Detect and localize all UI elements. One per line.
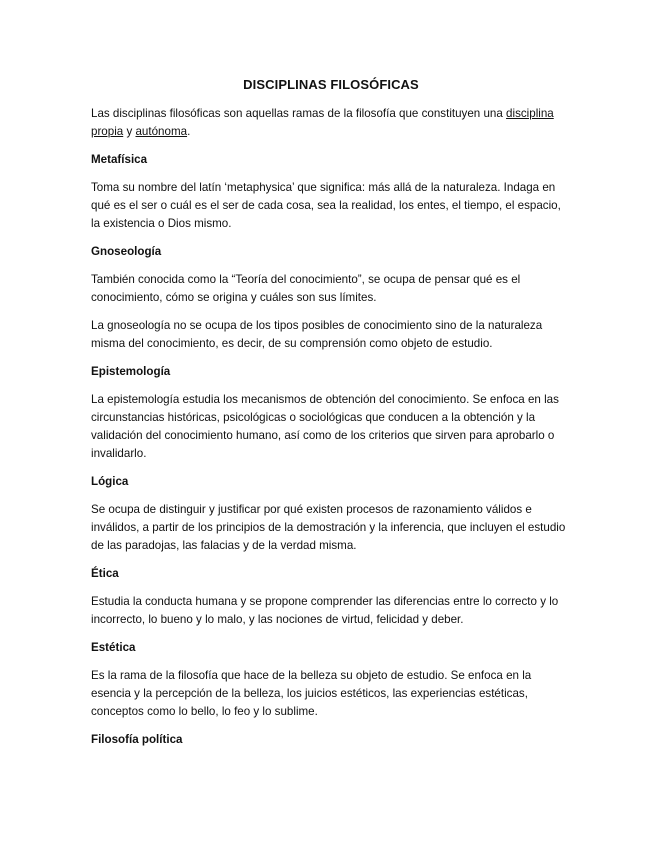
section-paragraph-metafisica: Toma su nombre del latín ‘metaphysica’ que significa: más allá de la naturaleza. Indaga en qué es el ser o cuál es el ser de cada cosa, sea la realidad, los entes, el tiempo, el espacio, la existencia o Dios mismo. [91,181,561,230]
section-heading-epistemologia: Epistemología [91,365,171,378]
section-paragraph-etica: Estudia la conducta humana y se propone comprender las diferencias entre lo correcto y lo incorrecto, lo bueno y lo malo, y las nociones de virtud, felicidad y deber. [91,595,559,626]
section-paragraph-estetica: Es la rama de la filosofía que hace de la belleza su objeto de estudio. Se enfoca en la esencia y la percepción de la belleza, los juicios estéticos, las experiencias estéticas, conceptos como lo bello, lo feo y lo sublime. [91,669,532,718]
section-paragraph-epistemologia: La epistemología estudia los mecanismos de obtención del conocimiento. Se enfoca en las circunstancias históricas, psicológicas o sociológicas que conducen a la obtención y la validación del conocimiento humano, así como de los criterios que sirven para aprobarlo o invalidarlo. [91,393,559,460]
section-heading-metafisica: Metafísica [91,153,148,166]
section-heading-gnoseologia: Gnoseología [91,245,162,258]
document-title: DISCIPLINAS FILOSÓFICAS [243,77,419,92]
section-heading-filosofia-politica: Filosofía política [91,733,183,746]
intro-paragraph [91,105,571,141]
section-heading-logica: Lógica [91,475,129,488]
section-heading-etica: Ética [91,567,119,580]
section-paragraph-gnoseologia-1: También conocida como la “Teoría del conocimiento”, se ocupa de pensar qué es el conocimiento, cómo se origina y cuáles son sus límites. [91,273,521,304]
section-paragraph-gnoseologia-2: La gnoseología no se ocupa de los tipos posibles de conocimiento sino de la naturaleza misma del conocimiento, es decir, de su comprensión como objeto de estudio. [91,319,543,350]
disciplina-propia-link[interactable]: disciplina propia [91,107,554,138]
intro-text-middle: y [123,125,136,138]
section-paragraph-logica: Se ocupa de distinguir y justificar por qué existen procesos de razonamiento válidos e inválidos, a partir de los principios de la demostración y la inferencia, que incluyen el estudio de las paradojas, las falacias y de la verdad misma. [91,503,566,552]
section-heading-estetica: Estética [91,641,136,654]
autonoma-link[interactable]: autónoma [135,125,188,138]
intro-text-after: . [187,125,191,138]
document-page [91,76,571,759]
intro-text-before: Las disciplinas filosóficas son aquellas ramas de la filosofía que constituyen una [91,107,507,120]
